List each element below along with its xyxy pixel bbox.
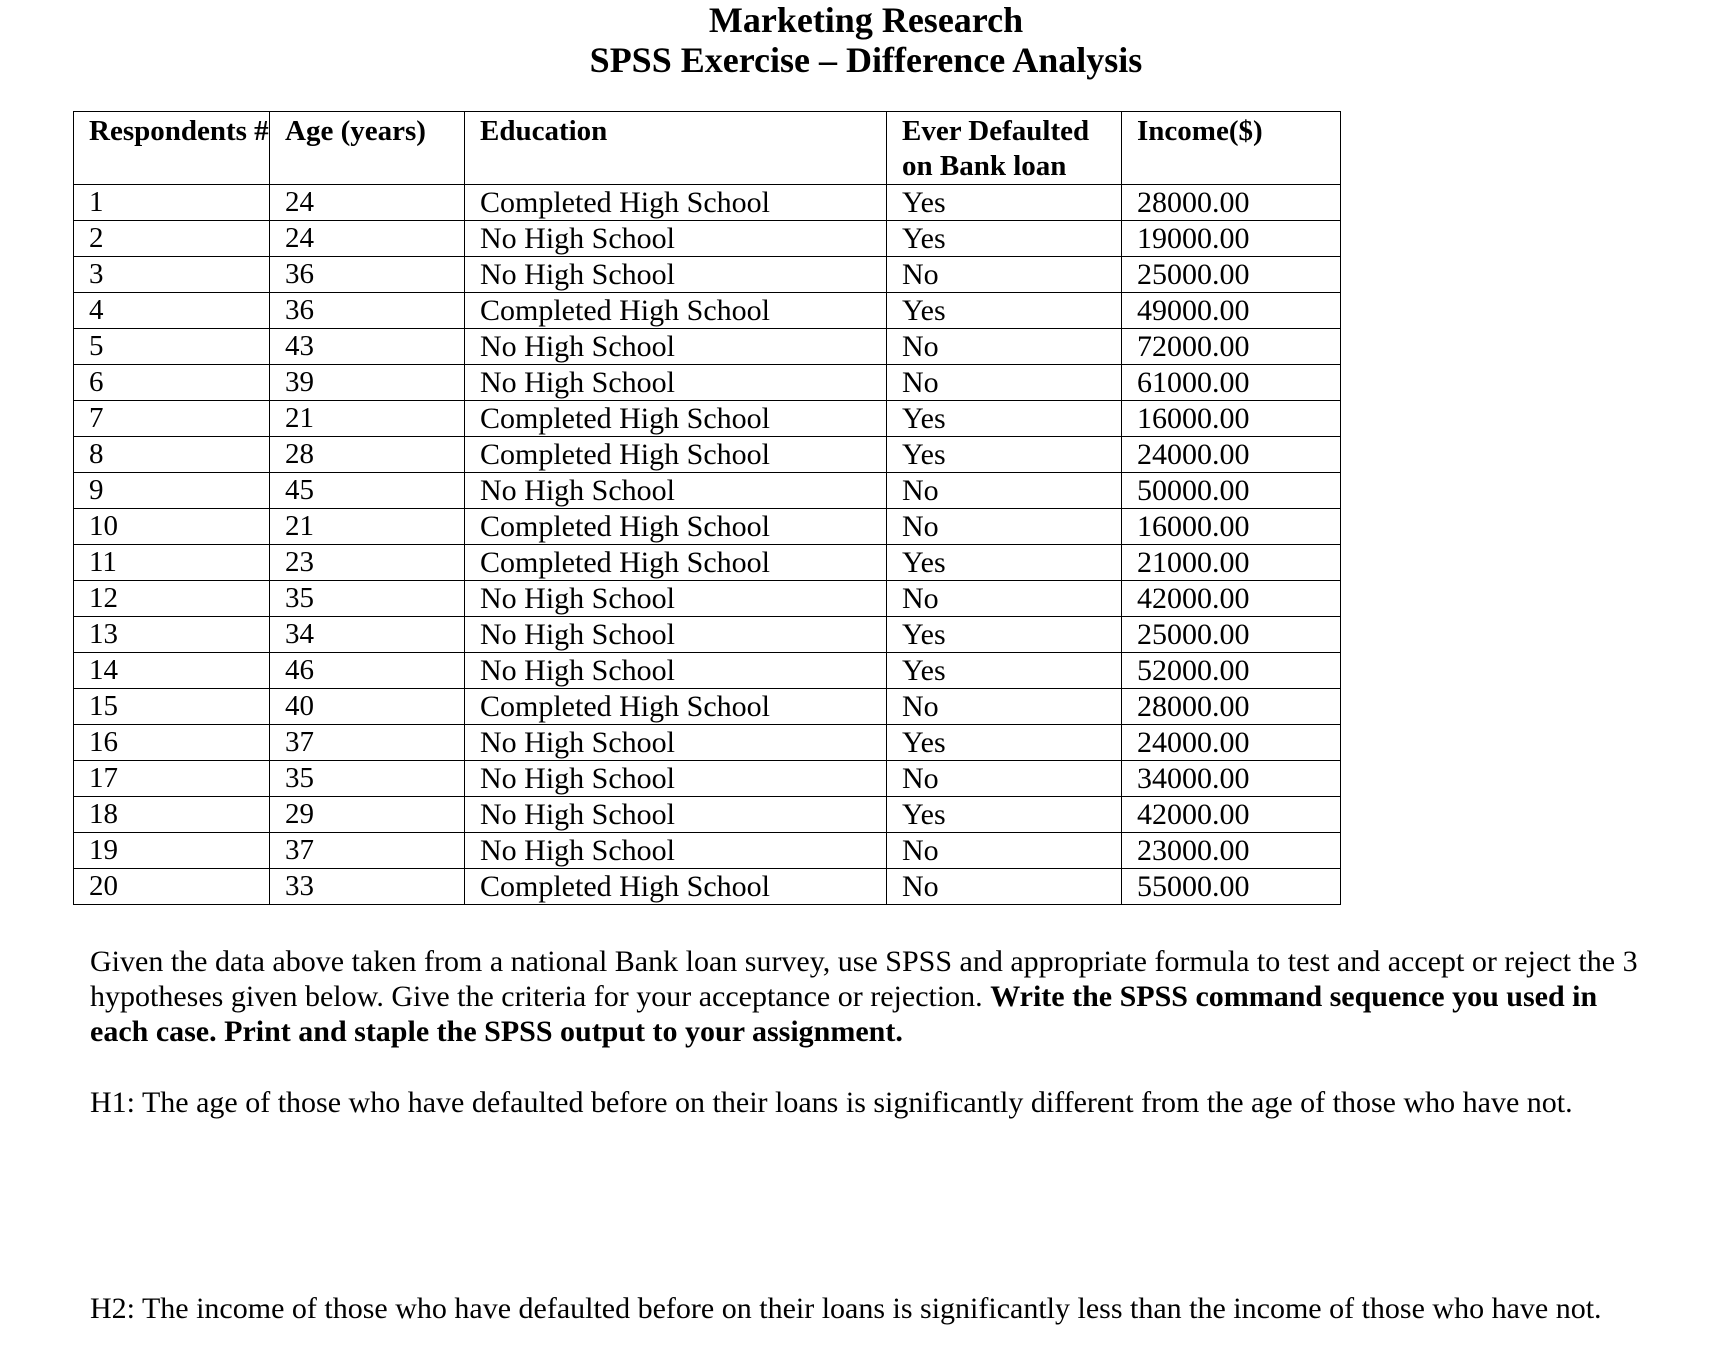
table-row [74, 869, 1341, 905]
cell-age: 45 [270, 473, 465, 509]
cell-education: Completed High School [465, 401, 887, 437]
cell-respondent: 10 [74, 509, 270, 545]
cell-income: 55000.00 [1122, 869, 1341, 905]
cell-age: 33 [270, 869, 465, 905]
cell-income: 16000.00 [1122, 401, 1341, 437]
table-row [74, 689, 1341, 725]
cell-ever-defaulted: No [887, 473, 1122, 509]
instructions-text: Given the data above taken from a national Bank loan survey, use SPSS and appropriate formula to test and accept or reject the 3 hypotheses given below. Give the criteria for your acceptance or rejection. [90, 945, 1638, 1013]
cell-respondent: 8 [74, 437, 270, 473]
cell-age: 23 [270, 545, 465, 581]
cell-age: 37 [270, 725, 465, 761]
cell-age: 40 [270, 689, 465, 725]
cell-education: No High School [465, 221, 887, 257]
cell-income: 42000.00 [1122, 797, 1341, 833]
hypothesis-h2: H2: The income of those who have defaulted before on their loans is significantly less than the income of those who have not. [90, 1292, 1602, 1325]
instructions-bold-text: Write the SPSS command sequence you used in each case. Print and staple the SPSS output to your assignment. [90, 980, 1598, 1048]
cell-education: Completed High School [465, 437, 887, 473]
cell-education: Completed High School [465, 689, 887, 725]
cell-education: No High School [465, 329, 887, 365]
cell-age: 29 [270, 797, 465, 833]
cell-education: No High School [465, 725, 887, 761]
cell-ever-defaulted: No [887, 581, 1122, 617]
cell-income: 72000.00 [1122, 329, 1341, 365]
cell-education: No High School [465, 653, 887, 689]
cell-income: 50000.00 [1122, 473, 1341, 509]
cell-education: No High School [465, 581, 887, 617]
cell-respondent: 19 [74, 833, 270, 869]
table-row [74, 617, 1341, 653]
cell-income: 42000.00 [1122, 581, 1341, 617]
table-row [74, 725, 1341, 761]
column-header-education: Education [465, 112, 887, 185]
cell-education: No High School [465, 257, 887, 293]
cell-respondent: 18 [74, 797, 270, 833]
table-row [74, 365, 1341, 401]
cell-respondent: 13 [74, 617, 270, 653]
cell-age: 35 [270, 761, 465, 797]
table-row [74, 833, 1341, 869]
cell-education: No High School [465, 833, 887, 869]
instructions-paragraph [90, 944, 1650, 1049]
cell-respondent: 6 [74, 365, 270, 401]
cell-education: No High School [465, 761, 887, 797]
cell-income: 52000.00 [1122, 653, 1341, 689]
cell-age: 28 [270, 437, 465, 473]
column-header-respondents: Respondents # [74, 112, 270, 185]
cell-ever-defaulted: Yes [887, 293, 1122, 329]
cell-age: 24 [270, 185, 465, 221]
cell-ever-defaulted: Yes [887, 653, 1122, 689]
cell-respondent: 7 [74, 401, 270, 437]
column-header-age: Age (years) [270, 112, 465, 185]
table-row [74, 509, 1341, 545]
cell-income: 28000.00 [1122, 689, 1341, 725]
table-row [74, 257, 1341, 293]
cell-age: 24 [270, 221, 465, 257]
cell-ever-defaulted: Yes [887, 617, 1122, 653]
cell-income: 24000.00 [1122, 437, 1341, 473]
cell-ever-defaulted: Yes [887, 437, 1122, 473]
cell-ever-defaulted: Yes [887, 797, 1122, 833]
table-row [74, 473, 1341, 509]
cell-age: 35 [270, 581, 465, 617]
cell-income: 21000.00 [1122, 545, 1341, 581]
table-row [74, 581, 1341, 617]
table-row [74, 797, 1341, 833]
cell-ever-defaulted: Yes [887, 401, 1122, 437]
cell-education: No High School [465, 617, 887, 653]
cell-respondent: 2 [74, 221, 270, 257]
cell-education: Completed High School [465, 509, 887, 545]
cell-education: Completed High School [465, 185, 887, 221]
cell-respondent: 9 [74, 473, 270, 509]
survey-data-table [73, 111, 1341, 905]
cell-income: 28000.00 [1122, 185, 1341, 221]
cell-ever-defaulted: Yes [887, 725, 1122, 761]
cell-education: No High School [465, 473, 887, 509]
cell-education: Completed High School [465, 869, 887, 905]
cell-respondent: 17 [74, 761, 270, 797]
cell-income: 49000.00 [1122, 293, 1341, 329]
table-body [74, 185, 1341, 905]
cell-income: 24000.00 [1122, 725, 1341, 761]
cell-ever-defaulted: No [887, 869, 1122, 905]
cell-age: 43 [270, 329, 465, 365]
document-header [0, 0, 1732, 80]
cell-education: Completed High School [465, 545, 887, 581]
table-row [74, 761, 1341, 797]
cell-respondent: 12 [74, 581, 270, 617]
cell-age: 36 [270, 293, 465, 329]
column-header-ever-defaulted: Ever Defaulted on Bank loan [887, 112, 1122, 185]
document-subtitle: SPSS Exercise – Difference Analysis [589, 40, 1143, 80]
cell-income: 16000.00 [1122, 509, 1341, 545]
cell-respondent: 16 [74, 725, 270, 761]
cell-age: 37 [270, 833, 465, 869]
cell-ever-defaulted: No [887, 833, 1122, 869]
cell-respondent: 14 [74, 653, 270, 689]
cell-respondent: 15 [74, 689, 270, 725]
cell-education: No High School [465, 797, 887, 833]
cell-respondent: 11 [74, 545, 270, 581]
cell-age: 46 [270, 653, 465, 689]
cell-ever-defaulted: No [887, 689, 1122, 725]
document-title: Marketing Research [708, 0, 1024, 40]
cell-ever-defaulted: Yes [887, 545, 1122, 581]
column-header-income: Income($) [1122, 112, 1341, 185]
table-row [74, 545, 1341, 581]
cell-age: 21 [270, 509, 465, 545]
cell-age: 34 [270, 617, 465, 653]
cell-ever-defaulted: No [887, 257, 1122, 293]
cell-age: 36 [270, 257, 465, 293]
cell-income: 25000.00 [1122, 257, 1341, 293]
cell-income: 23000.00 [1122, 833, 1341, 869]
cell-education: Completed High School [465, 293, 887, 329]
cell-ever-defaulted: No [887, 509, 1122, 545]
cell-respondent: 1 [74, 185, 270, 221]
cell-respondent: 4 [74, 293, 270, 329]
cell-respondent: 5 [74, 329, 270, 365]
table-row [74, 653, 1341, 689]
table-row [74, 185, 1341, 221]
cell-ever-defaulted: No [887, 329, 1122, 365]
table-row [74, 329, 1341, 365]
cell-respondent: 20 [74, 869, 270, 905]
cell-income: 61000.00 [1122, 365, 1341, 401]
cell-income: 25000.00 [1122, 617, 1341, 653]
table-row [74, 437, 1341, 473]
table-header-row [74, 112, 1341, 185]
cell-respondent: 3 [74, 257, 270, 293]
table-row [74, 293, 1341, 329]
table-row [74, 221, 1341, 257]
cell-ever-defaulted: Yes [887, 185, 1122, 221]
cell-education: No High School [465, 365, 887, 401]
cell-income: 34000.00 [1122, 761, 1341, 797]
cell-ever-defaulted: Yes [887, 221, 1122, 257]
hypothesis-h1: H1: The age of those who have defaulted before on their loans is significantly different from the age of those who have not. [90, 1086, 1573, 1119]
table-row [74, 401, 1341, 437]
cell-income: 19000.00 [1122, 221, 1341, 257]
cell-age: 21 [270, 401, 465, 437]
cell-age: 39 [270, 365, 465, 401]
cell-ever-defaulted: No [887, 365, 1122, 401]
cell-ever-defaulted: No [887, 761, 1122, 797]
